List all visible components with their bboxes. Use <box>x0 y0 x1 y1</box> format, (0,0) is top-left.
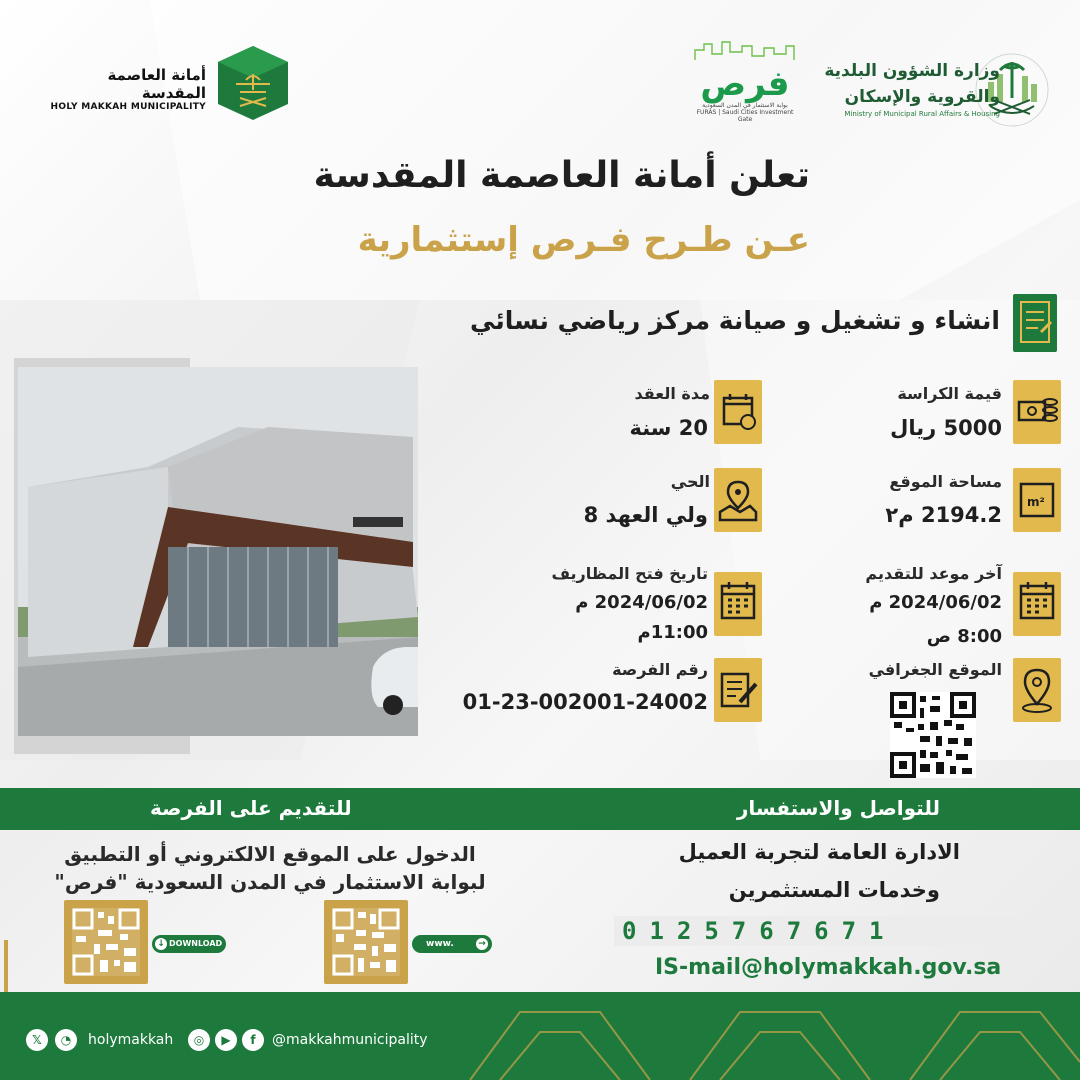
website-qr-code-icon[interactable] <box>324 900 408 984</box>
municipality-name-ar: أمانة العاصمة المقدسة <box>107 66 206 102</box>
download-button[interactable] <box>152 935 226 953</box>
apply-instructions <box>20 840 520 896</box>
calendar-icon <box>1013 572 1061 636</box>
contact-department-line2: وخدمات المستثمرين <box>728 878 940 902</box>
ministry-name-en: Ministry of Municipal Rural Affairs & Housing <box>844 110 1000 118</box>
area-icon-text: m² <box>1027 495 1045 509</box>
furas-subtitle-ar: بوابة الاستثمار في المدن السعودية <box>702 102 788 109</box>
calendar-icon <box>714 380 762 444</box>
apply-line1: الدخول على الموقع الالكتروني أو التطبيق <box>64 842 476 866</box>
social-handle-1[interactable]: holymakkah <box>88 1032 174 1048</box>
deadline-time-value: 8:00 ص <box>926 626 1002 647</box>
document-icon <box>1013 294 1057 352</box>
furas-subtitle-en: FURAS | Saudi Cities Investment Gate <box>696 109 794 123</box>
facebook-icon[interactable]: f <box>242 1029 264 1051</box>
announcement-subtitle: عـن طـرح فـرص إستثمارية <box>357 220 810 260</box>
municipality-name-en: HOLY MAKKAH MUNICIPALITY <box>50 102 206 112</box>
deadline-date-value: 2024/06/02 م <box>869 592 1002 613</box>
website-label: www. <box>426 939 454 949</box>
area-icon <box>1013 468 1061 532</box>
calendar-icon <box>714 572 762 636</box>
project-title: انشاء و تشغيل و صيانة مركز رياضي نسائي <box>470 306 1000 335</box>
download-arrow-icon: ↓ <box>155 938 167 950</box>
instagram-icon[interactable]: ◎ <box>188 1029 210 1051</box>
furas-logo <box>690 40 800 123</box>
ministry-name-line1: وزارة الشؤون البلدية <box>824 61 1000 81</box>
opening-date-label: تاريخ فتح المظاريف <box>551 564 708 583</box>
municipality-name <box>50 66 206 112</box>
district-label: الحي <box>670 472 710 491</box>
opening-time-value: 11:00م <box>637 622 708 643</box>
contract-duration-value: 20 سنة <box>629 416 708 440</box>
kaaba-logo <box>216 44 290 122</box>
contact-department-line1: الادارة العامة لتجربة العميل <box>678 840 960 864</box>
location-pin-icon <box>1013 658 1061 722</box>
furas-wordmark: فرص <box>700 64 790 104</box>
announcement-title: تعلن أمانة العاصمة المقدسة <box>313 155 810 196</box>
ministry-name-line2: والقروية والإسكان <box>844 87 1000 107</box>
site-area-label: مساحة الموقع <box>889 472 1002 491</box>
email-link[interactable]: IS-mail@holymakkah.gov.sa <box>655 955 1002 980</box>
location-qr-code-icon[interactable] <box>890 692 976 778</box>
ministry-name <box>824 58 1000 118</box>
district-value: ولي العهد 8 <box>583 503 708 527</box>
decorative-gold-line <box>4 940 8 1000</box>
website-button[interactable] <box>412 935 492 953</box>
deadline-label: آخر موعد للتقديم <box>865 564 1002 583</box>
app-download-qr-code-icon[interactable] <box>64 900 148 984</box>
arrow-right-icon: → <box>476 938 488 950</box>
opportunity-number-label: رقم الفرصة <box>612 660 708 679</box>
download-label: DOWNLOAD <box>169 939 223 948</box>
cash-icon <box>1013 380 1061 444</box>
social-handle-2[interactable]: @makkahmunicipality <box>272 1032 428 1048</box>
opportunity-number-value: 01-23-002001-24002 <box>462 690 708 714</box>
apply-line2: لبوابة الاستثمار في المدن السعودية "فرص" <box>54 870 486 894</box>
contact-title: للتواصل والاستفسار <box>736 796 940 820</box>
apply-title: للتقديم على الفرصة <box>150 796 352 820</box>
booklet-price-value: 5000 ريال <box>890 416 1002 440</box>
geo-location-label: الموقع الجغرافي <box>868 660 1002 679</box>
youtube-icon[interactable]: ▶ <box>215 1029 237 1051</box>
phone-number-link[interactable]: 0125767671 <box>622 917 897 945</box>
edit-icon <box>714 658 762 722</box>
x-icon[interactable]: 𝕏 <box>26 1029 48 1051</box>
city-skyline-icon <box>690 40 800 62</box>
booklet-price-label: قيمة الكراسة <box>897 384 1002 403</box>
site-area-value: 2194.2 م٢ <box>885 503 1002 527</box>
opening-date-value: 2024/06/02 م <box>575 592 708 613</box>
contract-duration-label: مدة العقد <box>634 384 710 403</box>
footer-pattern <box>460 992 1080 1080</box>
map-icon <box>714 468 762 532</box>
project-rendering-image <box>18 367 418 736</box>
snapchat-icon[interactable]: ◔ <box>55 1029 77 1051</box>
